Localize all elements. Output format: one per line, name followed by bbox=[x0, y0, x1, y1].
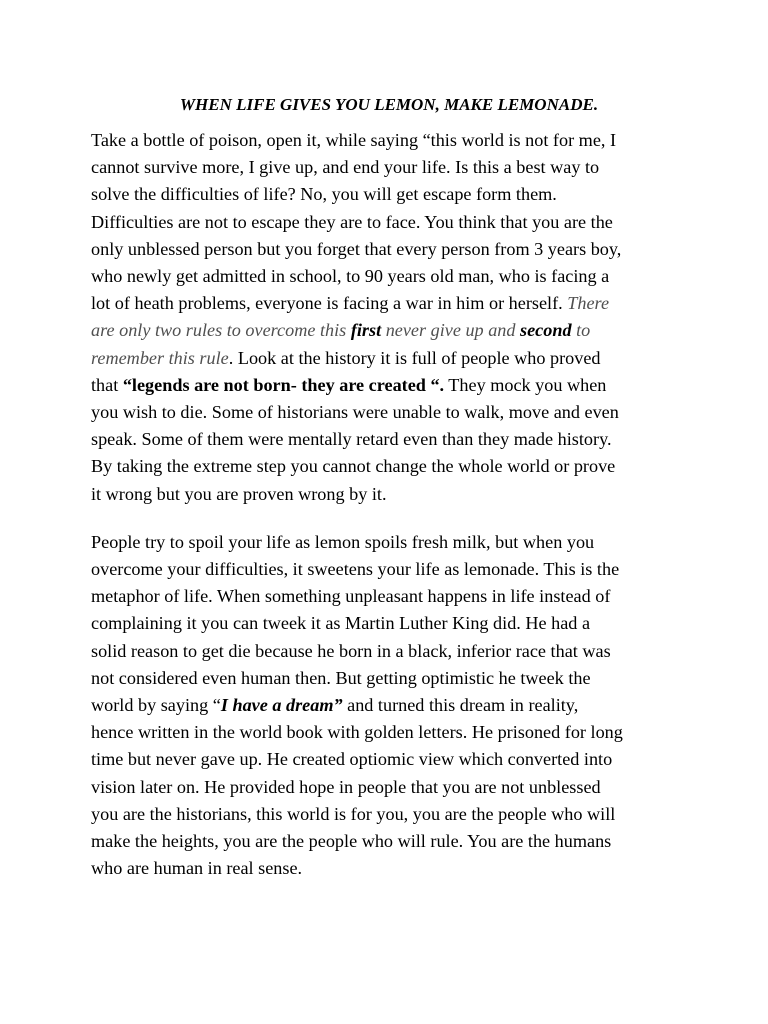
p1-legends-quote: “legends are not born- they are created “. bbox=[122, 374, 445, 395]
p1-line-7 bbox=[91, 290, 687, 317]
p1-line-8 bbox=[91, 317, 687, 344]
p1-line-1: Take a bottle of poison, open it, while saying “this world is not for me, I bbox=[91, 130, 617, 150]
p1-line-4: Difficulties are not to escape they are to face. You think that you are the bbox=[91, 211, 613, 232]
p1-line-14: it wrong but you are proven wrong by it. bbox=[91, 483, 387, 504]
p2-line-6: not considered even human then. But getting optimistic he tweek the bbox=[91, 667, 591, 688]
p1-line-6: who newly get admitted in school, to 90 years old man, who is facing a bbox=[91, 266, 610, 287]
p1-first-emphasis: first bbox=[350, 320, 382, 341]
p1-rule-emphasis-close: remember this rule bbox=[91, 347, 229, 368]
p2-line-9: time but never gave up. He created optiomic view which converted into bbox=[91, 749, 613, 770]
p2-line-7-tail: and turned this dream in reality, bbox=[342, 695, 579, 716]
p2-line-12: make the heights, you are the people who will rule. You are the humans bbox=[91, 831, 612, 852]
p2-line-7-text: world by saying “ bbox=[91, 695, 221, 716]
document-title: WHEN LIFE GIVES YOU LEMON, MAKE LEMONADE. bbox=[179, 95, 599, 114]
p2-dream-quote: I have a dream” bbox=[220, 695, 343, 716]
p1-rules-emphasis-mid: never give up and bbox=[381, 320, 521, 341]
p2-line-7 bbox=[91, 692, 687, 719]
p1-line-10-text: that bbox=[91, 374, 123, 395]
p1-line-3: solve the difficulties of life? No, you will get escape form them. bbox=[91, 184, 557, 205]
p1-line-10-tail: They mock you when bbox=[444, 374, 607, 395]
p1-line-13: By taking the extreme step you cannot change the whole world or prove bbox=[91, 456, 616, 477]
p2-line-10: vision later on. He provided hope in people that you are not unblessed bbox=[91, 776, 601, 797]
p1-rules-emphasis-end: to bbox=[571, 320, 591, 341]
p1-line-12: speak. Some of them were mentally retard even than they made history. bbox=[91, 429, 612, 450]
p2-line-8: hence written in the world book with golden letters. He prisoned for long bbox=[91, 722, 623, 743]
p2-line-1: People try to spoil your life as lemon spoils fresh milk, but when you bbox=[91, 531, 595, 552]
p1-line-5: only unblessed person but you forget that every person from 3 years boy, bbox=[91, 238, 622, 259]
p1-second-emphasis: second bbox=[520, 320, 572, 341]
p2-line-5: solid reason to get die because he born in a black, inferior race that was bbox=[91, 640, 611, 661]
p1-line-9-text: . Look at the history it is full of people who proved bbox=[228, 347, 601, 368]
p1-rules-emphasis: are only two rules to overcome this bbox=[91, 320, 351, 341]
p1-line-2: cannot survive more, I give up, and end your life. Is this a best way to bbox=[91, 157, 600, 178]
p1-line-9 bbox=[91, 345, 687, 372]
paragraph-1 bbox=[91, 127, 687, 508]
p1-line-7-text: lot of heath problems, everyone is facing a war in him or herself. bbox=[91, 293, 568, 314]
p2-line-13: who are human in real sense. bbox=[91, 858, 303, 879]
p2-line-11: you are the historians, this world is for you, you are the people who will bbox=[91, 803, 616, 824]
p2-line-4: complaining it you can tweek it as Martin Luther King did. He had a bbox=[91, 613, 591, 634]
p1-rules-emphasis-start: There bbox=[567, 293, 610, 314]
document-page bbox=[91, 92, 687, 903]
p1-line-10 bbox=[91, 372, 687, 399]
p2-line-2: overcome your difficulties, it sweetens your life as lemonade. This is the bbox=[91, 559, 620, 580]
paragraph-2 bbox=[91, 529, 687, 883]
p2-line-3: metaphor of life. When something unpleasant happens in life instead of bbox=[91, 586, 611, 607]
p1-line-11: you wish to die. Some of historians were unable to walk, move and even bbox=[91, 402, 619, 423]
